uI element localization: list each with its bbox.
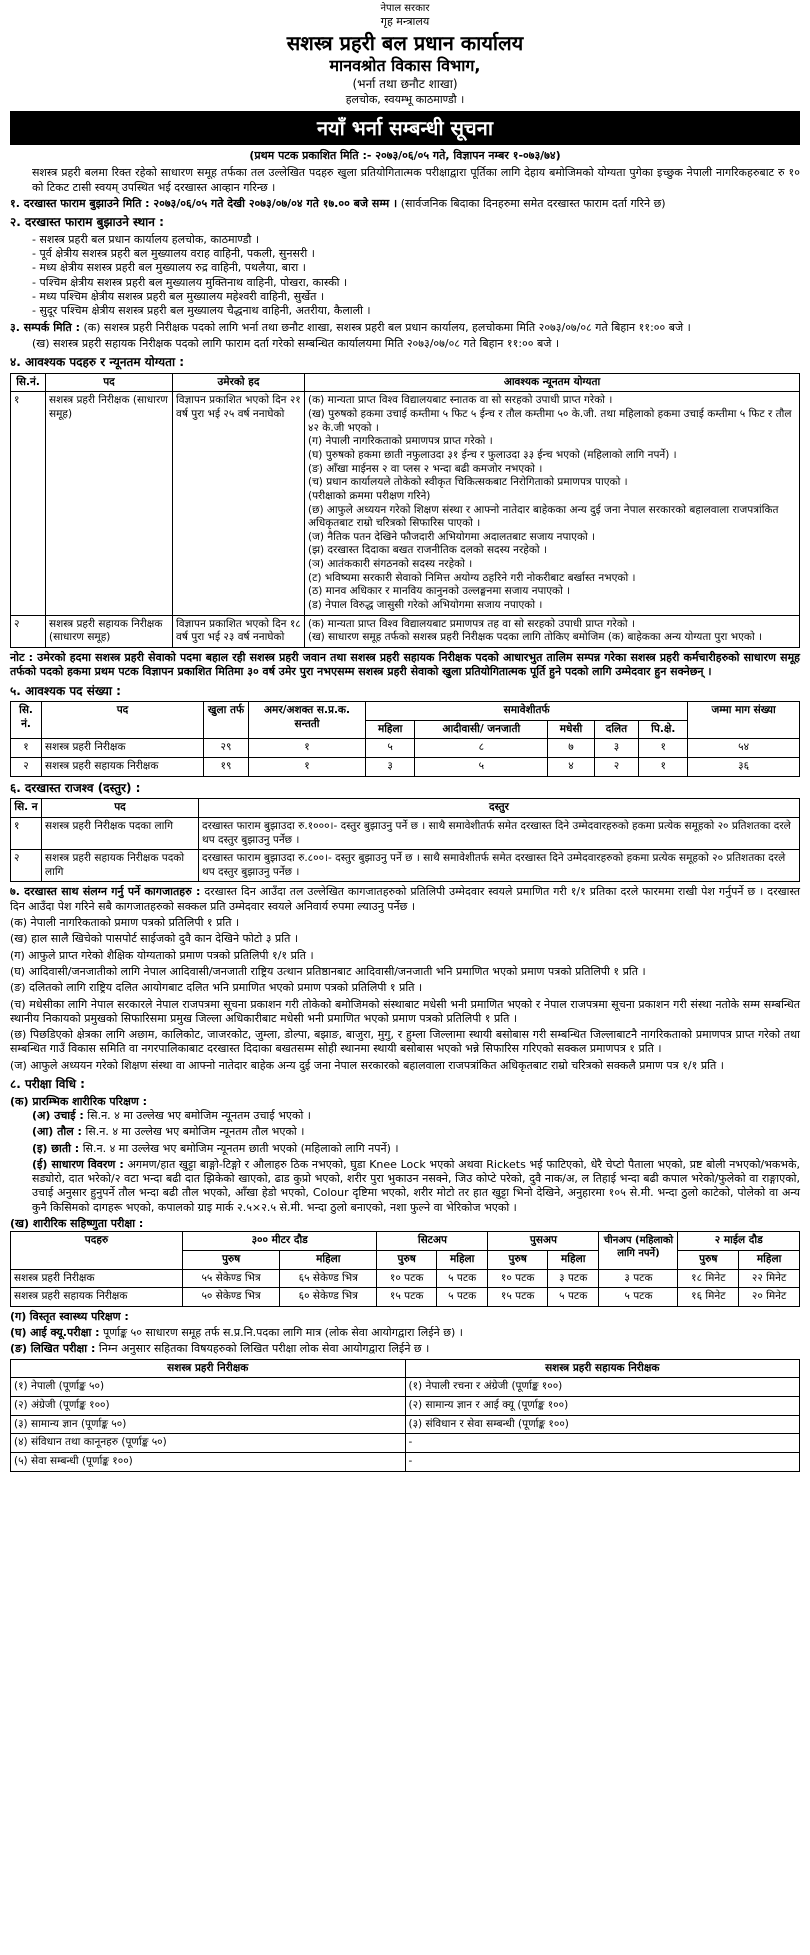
col-women: महिला <box>547 1250 599 1269</box>
col-total: जम्मा माग संख्या <box>688 702 800 739</box>
physical-test-text: सि.न. ४ मा उल्लेख भए बमोजिम न्यूनतम उचाई भएको । <box>87 1108 311 1122</box>
physical-test-label: (ई) साधारण विवरण : <box>32 1157 124 1171</box>
qualification-item: (छ) आफुले अध्ययन गरेको शिक्षण संस्था र आफ्नो नातेदार बाहेकका अन्य दुई जना नेपाल सरकारको बहालवाला राजपत्रांकित अधिकृतबाट राम्रो चरित्रको सिफारिस पाएको । <box>308 503 779 530</box>
document-item: (ख) हाल सालै खिचेको पासपोर्ट साईजको दुवै कान देखिने फोटो ३ प्रति । <box>10 932 299 946</box>
cell-post: सशस्त्र प्रहरी सहायक निरीक्षक पदको लागि <box>42 850 199 882</box>
header-line1: नेपाल सरकार <box>380 3 430 14</box>
fitness-test-title: (ख) शारीरिक सहिष्णुता परीक्षा : <box>10 1216 144 1230</box>
application-place: - सुदूर पश्चिम क्षेत्रीय सशस्त्र प्रहरी बल मुख्यालय चैद्धनाथ वाहिनी, अतरीया, कैलाली । <box>32 304 800 318</box>
health-test-text: विस्तृत स्वास्थ्य परिक्षण : <box>29 1309 129 1323</box>
cell-r_m: ५५ सेकेण्ड भित्र <box>183 1269 280 1288</box>
cell-post: सशस्त्र प्रहरी निरीक्षक पदका लागि <box>42 817 199 849</box>
table-row <box>11 1434 800 1453</box>
col-age: उमेरको हद <box>173 373 305 392</box>
section-4-title: ४. आवश्यक पदहरु र न्यूनतम योग्यता : <box>10 355 185 370</box>
qualification-item: (ख) साधारण समूह तर्फको सशस्त्र प्रहरी निरीक्षक पदका लागि तोकिए बमोजिम (क) बाहेकका अन्य योग्यता पुरा भएको । <box>308 631 763 644</box>
cell-m: ४ <box>548 758 594 777</box>
physical-test-text: अगमण/हात खुट्टा बाङ्गो-टिङ्गो र औलाहरु ठिक नभएको, घुडा Knee Lock भएको अथवा Rickets भई फाटिएको, धेरै चेप्टो पैताला भएको, प्रष्ट बोली नभएको/भकभके, सड्योरो, दात भरेको/२ वटा भन्दा बढी दात झिकेको खाएको, ढाड कुप्रो भएको, शरीर पुरा भुकाउन नसक्ने, जिउ कोप्टे परेको, दुवै नाक/अ, ल तिहाई भन्दा बढी कपाल भरेको/फुलेको वा राङ्गाएको, उचाई अनुसार हुनुपर्ने तौल भन्दा बढी तौल भएको, आँखा हेडो भएको, Colour दृष्टिमा भएको, शरीर मोटो तर हात खुट्टा भिनो देखिने, अनुहारमा १०५ से.मी. भन्दा ठुलो काटेको, पोलेको वा अन्य कुनै किसिमको दागहरू भएको, कपालको ग्राइ मार्क २.५×२.५ से.मी. भन्दा ठुलो बनाएको, नशा फुल्ने वा भेरिकोज भएको । <box>32 1157 800 1214</box>
cell-post: सशस्त्र प्रहरी सहायक निरीक्षक <box>11 1288 183 1307</box>
cell-d: ३ <box>594 739 639 758</box>
col-qualification: आवश्यक न्यूनतम योग्यता <box>305 373 800 392</box>
cell-m_m: १८ मिनेट <box>678 1269 739 1288</box>
cell-inspector-subject: (२) अंग्रेजी (पूर्णाङ्क १००) <box>11 1397 406 1416</box>
iq-test-label: (घ) <box>10 1326 27 1340</box>
section-8-title: ८. परीक्षा विधि : <box>10 1077 85 1092</box>
qualification-item: (ज) नैतिक पतन देखिने फौजदारी अभियोगमा अदालतबाट सजाय नपाएको । <box>308 530 596 543</box>
application-place: - मध्य क्षेत्रीय सशस्त्र प्रहरी बल मुख्यालय रुद्र वाहिनी, पथलैया, बारा । <box>32 261 800 275</box>
col-martyr: अमर/अशक्त स.प्र.क. सन्तती <box>249 702 366 739</box>
physical-test-text: सि.न. ४ मा उल्लेख भए बमोजिम न्यूनतम तौल भएको । <box>85 1125 305 1139</box>
cell-d: २ <box>594 758 639 777</box>
table-row <box>11 739 800 758</box>
cell-c: ३ पटक <box>599 1269 678 1288</box>
application-place: - मध्य पश्चिम क्षेत्रीय सशस्त्र प्रहरी बल मुख्यालय महेश्वरी वाहिनी, सुर्खेत । <box>32 290 800 304</box>
cell-s_w: ५ पटक <box>436 1269 488 1288</box>
cell-post: सशस्त्र प्रहरी निरीक्षक <box>42 739 204 758</box>
qualification-table <box>10 373 800 648</box>
section-6-title: ६. दरखास्त राजश्व (दस्तुर) : <box>10 780 141 795</box>
col-situp: सिटअप <box>377 1232 488 1251</box>
cell-inspector-subject: (३) सामान्य ज्ञान (पूर्णाङ्क ५०) <box>11 1415 406 1434</box>
col-post: पद <box>46 373 173 392</box>
cell-post: सशस्त्र प्रहरी सहायक निरीक्षक (साधारण समूह) <box>46 615 173 647</box>
cell-sn: २ <box>11 615 46 647</box>
document-item: (ग) आफुले प्राप्त गरेको शैक्षिक योग्यताको प्रमाण पत्रको प्रतिलिपी १/१ प्रति । <box>10 948 314 962</box>
table-row <box>11 1378 800 1397</box>
cell-qualifications <box>305 392 800 615</box>
notice-banner: नयाँ भर्ना सम्बन्धी सूचना <box>10 111 800 145</box>
document-item: (ङ) दलितको लागि राष्ट्रिय दलित आयोगबाट दलित भनि प्रमाणित भएको प्रमाण पत्रको प्रतिलिपी १ प्रति । <box>10 981 423 995</box>
cell-w: ३ <box>366 758 415 777</box>
written-exam-table <box>10 1359 800 1472</box>
fee-table <box>10 798 800 882</box>
qualification-item: (ड) नेपाल विरुद्ध जासुसी गरेको अभियोगमा सजाय नपाएको । <box>308 598 543 611</box>
header <box>10 0 800 107</box>
col-chinup: चीनअप (महिलाको लागि नपर्ने) <box>599 1232 678 1269</box>
col-fee: दस्तुर <box>199 799 800 818</box>
col-men: पुरुष <box>678 1250 739 1269</box>
cell-sn: १ <box>11 392 46 615</box>
cell-sn: २ <box>11 850 42 882</box>
cell-w: ५ <box>366 739 415 758</box>
col-pushup: पुसअप <box>488 1232 599 1251</box>
cell-open: १९ <box>204 758 249 777</box>
cell-j: ८ <box>415 739 548 758</box>
table-row <box>11 392 800 615</box>
table-row <box>11 817 800 849</box>
qualification-item: (ठ) मानव अधिकार र मानविय कानुनको उल्लङ्घनमा सजाय नपाएको । <box>308 585 571 598</box>
cell-post: सशस्त्र प्रहरी निरीक्षक <box>11 1269 183 1288</box>
application-place: - पूर्व क्षेत्रीय सशस्त्र प्रहरी बल मुख्यालय वराह वाहिनी, पकली, सुनसरी । <box>32 247 800 261</box>
cell-post: सशस्त्र प्रहरी निरीक्षक (साधारण समूह) <box>46 392 173 615</box>
col-women: महिला <box>436 1250 488 1269</box>
cell-sn: २ <box>11 758 42 777</box>
cell-p_w: ३ पटक <box>547 1269 599 1288</box>
section-7 <box>10 885 800 914</box>
col-post: पद <box>42 702 204 739</box>
qualification-item: (परीक्षाको क्रममा परीक्षण गरिने) <box>308 489 431 502</box>
cell-asst-inspector-subject: - <box>405 1452 800 1471</box>
intro-paragraph: सशस्त्र प्रहरी बलमा रिक्त रहेको साधारण समूह तर्फका तल उल्लेखित पदहरु खुला प्रतियोगितात्मक परीक्षाद्वारा पूर्तिका लागि देहाय बमोजिमको योग्यता पुगेका इच्छुक नेपाली नागरिकहरुबाट रु १० को टिकट टासी स्वयम् उपस्थित भई दरखास्त आव्हान गरिन्छ । <box>32 166 800 194</box>
cell-fee: दरखास्त फाराम बुझाउदा रु.८००।- दस्तुर बुझाउनु पर्ने छ । साथै समावेशीतर्फ समेत दरखास्त दिने उम्मेदवारहरुको हकमा प्रत्येक समूहको २० प्रतिशतका दरले थप दस्तुर बुझाउनु पर्नेछ । <box>199 850 800 882</box>
cell-open: २९ <box>204 739 249 758</box>
section-1-note: (सार्वजनिक बिदाका दिनहरुमा समेत दरखास्त फाराम दर्ता गरिने छ) <box>400 196 666 210</box>
cell-r_w: ६० सेकेण्ड भित्र <box>280 1288 377 1307</box>
physical-test-title: (क) प्रारम्भिक शारीरिक परिक्षण : <box>10 1094 148 1108</box>
cell-fee: दरखास्त फाराम बुझाउदा रु.१०००।- दस्तुर बुझाउनु पर्ने छ । साथै समावेशीतर्फ समेत दरखास्त दिने उम्मेदवारहरुको हकमा प्रत्येक समूहको २० प्रतिशतका दरले थप दस्तुर बुझाउनु पर्नेछ । <box>199 817 800 849</box>
physical-test-list <box>10 1109 800 1215</box>
col-backward: पि.क्षे. <box>639 720 688 739</box>
qualification-item: (च) प्रधान कार्यालयले तोकेको स्वीकृत चिकित्सकबाट निरोगिताको प्रमाणपत्र पाएको । <box>308 476 628 489</box>
written-test-label: (ङ) <box>10 1342 28 1356</box>
health-test-label: (ग) <box>10 1309 27 1323</box>
col-sn: सि. न <box>11 799 42 818</box>
qualification-item: (ञ) आतंककारी संगठनको सदस्य नरहेको । <box>308 558 473 571</box>
col-women: महिला <box>739 1250 800 1269</box>
cell-r_w: ६५ सेकेण्ड भित्र <box>280 1269 377 1288</box>
section-3 <box>10 321 800 335</box>
qualification-item: (ख) पुरुषको हकमा उचाई कम्तीमा ५ फिट ५ ईन्च र तौल कम्तीमा ५० के.जी. तथा महिलाको हकमा उचाई कम्तीमा ५ फिट र तौल ४२ के.जी भएको । <box>308 408 792 434</box>
cell-r_m: ५० सेकेण्ड भित्र <box>183 1288 280 1307</box>
table-row <box>11 1452 800 1471</box>
document-item: (छ) पिछडिएको क्षेत्रका लागि अछाम, कालिकोट, जाजरकोट, जुम्ला, डोल्पा, बझाङ, बाजुरा, मुगु, र हुम्ला जिल्लामा स्थायी बसोबास गरी सम्बन्धित जिल्लाबाटनै नागरिकताको प्रमाणपत्र प्राप्त गरेको तथा सम्बन्धित गाउँ विकास समिति वा नगरपालिकाबाट दरखास्त दिदाका बखतसम्म सोही स्थानमा स्थायी बसोबास भएको भन्ने सिफारिस गरिएको सक्कल प्रमाणपत्र १ प्रति । <box>10 1028 800 1056</box>
document-item: (घ) आदिवासी/जनजातीको लागि नेपाल आदिवासी/जनजाती राष्ट्रिय उत्थान प्रतिष्ठानबाट आदिवासी/जनजाती भनि प्रमाणित भएको प्रमाण पत्रको प्रतिलिपी १ प्रति । <box>10 964 646 978</box>
iq-test-text: पूर्णाङ्क ५० साधारण समूह तर्फ स.प्र.नि.पदका लागि मात्र (लोक सेवा आयोगद्वारा लिईने छ) । <box>103 1326 463 1340</box>
notice-page <box>10 0 800 1472</box>
table-row <box>11 1288 800 1307</box>
table-row <box>11 1397 800 1416</box>
contact-b: (ख) सशस्त्र प्रहरी सहायक निरीक्षक पदको लागि फाराम दर्ता गरेको सम्बन्धित कार्यालयमा मिति २०७३/०७/०८ गते बिहान ११:०० बजे । <box>32 336 560 350</box>
health-test <box>10 1310 800 1324</box>
qualification-item: (ट) भविष्यमा सरकारी सेवाको निमित्त अयोग्य ठहरिने गरी नोकरीबाट बर्खास्त नभएको । <box>308 571 636 584</box>
col-sn: सि. नं. <box>11 702 42 739</box>
iq-test-title: आई क्यू.परीक्षा : <box>30 1326 100 1340</box>
cell-s_m: १५ पटक <box>377 1288 437 1307</box>
col-women: महिला <box>280 1250 377 1269</box>
qualification-item: (क) मान्यता प्राप्त विश्व विद्यालयबाट प्रमाणपत्र तह वा सो सरहको उपाधी प्राप्त गरेको । <box>308 617 635 630</box>
cell-s_w: ५ पटक <box>436 1288 488 1307</box>
col-men: पुरुष <box>377 1250 437 1269</box>
table-row <box>11 850 800 882</box>
physical-test-item <box>32 1109 800 1123</box>
table-row <box>11 1415 800 1434</box>
physical-test-item <box>32 1125 800 1139</box>
qualification-item: (घ) पुरुषको हकमा छाती नफुलाउदा ३१ ईन्च र फुलाउदा ३३ ईन्च भएको (महिलाको लागि नपर्ने) । <box>308 448 677 461</box>
physical-test-label: (इ) छाती : <box>32 1141 80 1155</box>
cell-inspector-subject: (५) सेवा सम्बन्धी (पूर्णाङ्क १००) <box>11 1452 406 1471</box>
qualification-item: (ग) नेपाली नागरिकताको प्रमाणपत्र प्राप्त गरेको । <box>308 435 493 448</box>
cell-sn: १ <box>11 817 42 849</box>
col-madhesi: मधेसी <box>548 720 594 739</box>
cell-age: विज्ञापन प्रकाशित भएको दिन २१ वर्ष पुरा भई २५ वर्ष ननाघेको <box>173 392 305 615</box>
section-7-title: ७. दरखास्त साथ संलग्न गर्नु पर्ने कागजातहरु : <box>10 885 201 899</box>
physical-test-label: (अ) उचाई : <box>32 1108 84 1122</box>
post-count-table <box>10 701 800 777</box>
cell-c: ५ पटक <box>599 1288 678 1307</box>
col-women: महिला <box>366 720 415 739</box>
section-3-title: ३. सम्पर्क मिति : <box>10 320 80 334</box>
section-7-intro: दरखास्त दिन आउँदा तल उल्लेखित कागजातहरुको प्रतिलिपी उम्मेदवार स्वयले प्रमाणित गरी १/१ प्रतिका दरले फारममा राखी पेश गर्नुपर्ने छ । दरखास्त दिन आउँदा पेश गरिने सबै कागजातहरुको सक्कल प्रति उम्मेदवार स्वयले अनिवार्य रुपमा ल्याउनु पर्नेछ । <box>10 885 801 913</box>
col-sn: सि.नं. <box>11 373 46 392</box>
col-asst-inspector: सशस्त्र प्रहरी सहायक निरीक्षक <box>405 1359 800 1378</box>
table-row <box>11 1269 800 1288</box>
physical-test-item <box>32 1142 800 1156</box>
document-item: (ज) आफुले अध्ययन गरेको शिक्षण संस्था वा आफ्नो नातेदार बाहेक अन्य दुई जना नेपाल सरकारको बहालवाला राजपत्रांकित अधिकृतबाट राम्रो चरित्रको सक्कलै प्रमाण पत्र १/१ प्रति । <box>10 1058 724 1072</box>
col-300m: ३०० मीटर दौड <box>183 1232 377 1251</box>
section-2-title: २. दरखास्त फाराम बुझाउने स्थान : <box>10 215 164 230</box>
section-1-title: १. दरखास्त फाराम बुझाउने मिति : २०७३/०६/०५ गते देखी २०७३/०७/०४ गते १७.०० बजे सम्म । <box>10 196 398 210</box>
cell-p_m: १० पटक <box>488 1269 548 1288</box>
physical-test-text: सि.न. ४ मा उल्लेख भए बमोजिम न्यूनतम छाती भएको (महिलाको लागि नपर्ने) । <box>82 1141 399 1155</box>
documents-list <box>10 916 800 1073</box>
col-posts: पदहरु <box>11 1232 183 1269</box>
col-inspector: सशस्त्र प्रहरी निरीक्षक <box>11 1359 406 1378</box>
cell-m_m: १६ मिनेट <box>678 1288 739 1307</box>
written-test-title: लिखित परीक्षा : <box>30 1342 96 1356</box>
branch: (भर्ना तथा छनौट शाखा) <box>352 77 458 92</box>
col-men: पुरुष <box>183 1250 280 1269</box>
qualification-item: (ङ) आँखा माईनस २ वा प्लस २ भन्दा बढी कमजोर नभएको । <box>308 462 543 475</box>
cell-age: विज्ञापन प्रकाशित भएको दिन १८ वर्ष पुरा भई २३ वर्ष ननाघेको <box>173 615 305 647</box>
col-post: पद <box>42 799 199 818</box>
application-places-list <box>10 233 800 319</box>
cell-asst-inspector-subject: (३) संविधान र सेवा सम्बन्धी (पूर्णाङ्क १००) <box>405 1415 800 1434</box>
cell-asst-inspector-subject: (१) नेपाली रचना र अंग्रेजी (पूर्णाङ्क १००) <box>405 1378 800 1397</box>
col-men: पुरुष <box>488 1250 548 1269</box>
table-row <box>11 615 800 647</box>
section-1 <box>10 197 800 211</box>
cell-m_w: २० मिनेट <box>739 1288 800 1307</box>
section-5-title: ५. आवश्यक पद संख्या : <box>10 683 121 698</box>
org-name: सशस्त्र प्रहरी बल प्रधान कार्यालय <box>286 31 524 56</box>
address: हलचोक, स्वयम्भू काठमाण्डौ । <box>345 92 465 106</box>
cell-sn: १ <box>11 739 42 758</box>
cell-inspector-subject: (१) नेपाली (पूर्णाङ्क ५०) <box>11 1378 406 1397</box>
note-paragraph <box>10 651 800 680</box>
contact-a: (क) सशस्त्र प्रहरी निरीक्षक पदको लागि भर्ना तथा छनौट शाखा, सशस्त्र प्रहरी बल प्रधान कार्यालय, हलचोकमा मिति २०७३/०७/०८ गते बिहान ११:०० बजे । <box>83 320 691 334</box>
cell-asst-inspector-subject: (२) सामान्य ज्ञान र आई क्यू (पूर्णाङ्क १००) <box>405 1397 800 1416</box>
qualification-item: (झ) दरखास्त दिदाका बखत राजनीतिक दलको सदस्य नरहेको । <box>308 544 547 557</box>
fitness-table <box>10 1231 800 1307</box>
application-place: - सशस्त्र प्रहरी बल प्रधान कार्यालय हलचोक, काठमाण्डौ । <box>32 233 800 247</box>
cell-martyr: १ <box>249 739 366 758</box>
col-open: खुला तर्फ <box>204 702 249 739</box>
cell-martyr: १ <box>249 758 366 777</box>
qualification-item: (क) मान्यता प्राप्त विश्व विद्यालयबाट स्नातक वा सो सरहको उपाधी प्राप्त गरेको । <box>308 394 613 407</box>
written-test-text: निम्न अनुसार सहितका विषयहरुको लिखित परीक्षा लोक सेवा आयोगद्वारा लिईने छ । <box>98 1342 430 1356</box>
header-line2: गृह मन्त्रालय <box>380 15 430 28</box>
department: मानवश्रोत विकास विभाग, <box>329 56 481 76</box>
physical-test-item <box>32 1158 800 1215</box>
cell-j: ५ <box>415 758 548 777</box>
cell-p: १ <box>639 739 688 758</box>
col-2mile: २ माईल दौड <box>678 1232 800 1251</box>
document-item: (च) मधेसीका लागि नेपाल सरकारले नेपाल राजपत्रमा सूचना प्रकाशन गरी तोकेको बमोजिमको संस्थाबाट मधेसी भनी प्रमाणित भएको र नेपाल राजपत्रमा सूचना प्रकाशन गरी संस्था नतोके सम्म सम्बन्धित स्थानीय निकायको प्रमुखको सिफारिसमा प्रमुख जिल्ला अधिकारीबाट मधेसी भनी प्रमाणित भएको प्रमाण पत्रको प्रतिलिपी १ प्रति । <box>10 997 800 1025</box>
cell-p_m: १५ पटक <box>488 1288 548 1307</box>
physical-test-label: (आ) तौल : <box>32 1125 82 1139</box>
note-text: नोट : उमेरको हदमा सशस्त्र प्रहरी सेवाको पदमा बहाल रही सशस्त्र प्रहरी जवान तथा सशस्त्र प्रहरी सहायक निरीक्षक पदको आधारभुत तालिम सम्पन्न गरेका सशस्त्र प्रहरी कर्मचारीहरुको साधारण समूह तर्फको पदको हकमा प्रथम पटक विज्ञापन प्रकाशित मितिमा ३० वर्ष उमेर पुरा नभएसम्म सशस्त्र प्रहरी सेवाको खुला प्रतियोगितात्मक पूर्ति हुने पदको लागि उम्मेदवार हुन सक्नेछन् । <box>10 650 800 679</box>
col-inclusive: समावेशीतर्फ <box>366 702 688 721</box>
cell-total: ५४ <box>688 739 800 758</box>
cell-p: १ <box>639 758 688 777</box>
cell-inspector-subject: (४) संविधान तथा कानूनहरु (पूर्णाङ्क ५०) <box>11 1434 406 1453</box>
cell-s_m: १० पटक <box>377 1269 437 1288</box>
written-test <box>10 1342 800 1356</box>
cell-m_w: २२ मिनेट <box>739 1269 800 1288</box>
cell-qualifications <box>305 615 800 647</box>
cell-post: सशस्त्र प्रहरी सहायक निरीक्षक <box>42 758 204 777</box>
col-dalit: दलित <box>594 720 639 739</box>
application-place: - पश्चिम क्षेत्रीय सशस्त्र प्रहरी बल मुख्यालय मुक्तिनाथ वाहिनी, पोखरा, कास्की । <box>32 276 800 290</box>
cell-asst-inspector-subject: - <box>405 1434 800 1453</box>
publication-line: (प्रथम पटक प्रकाशित मिति :- २०७३/०६/०५ गते, विज्ञापन नम्बर १-०७३/७४) <box>249 148 561 162</box>
cell-total: ३६ <box>688 758 800 777</box>
document-item: (क) नेपाली नागरिकताको प्रमाण पत्रको प्रतिलिपी १ प्रति । <box>10 916 240 930</box>
cell-m: ७ <box>548 739 594 758</box>
table-row <box>11 758 800 777</box>
col-janajati: आदीवासी/ जनजाती <box>415 720 548 739</box>
cell-p_w: ५ पटक <box>547 1288 599 1307</box>
iq-test <box>10 1326 800 1340</box>
